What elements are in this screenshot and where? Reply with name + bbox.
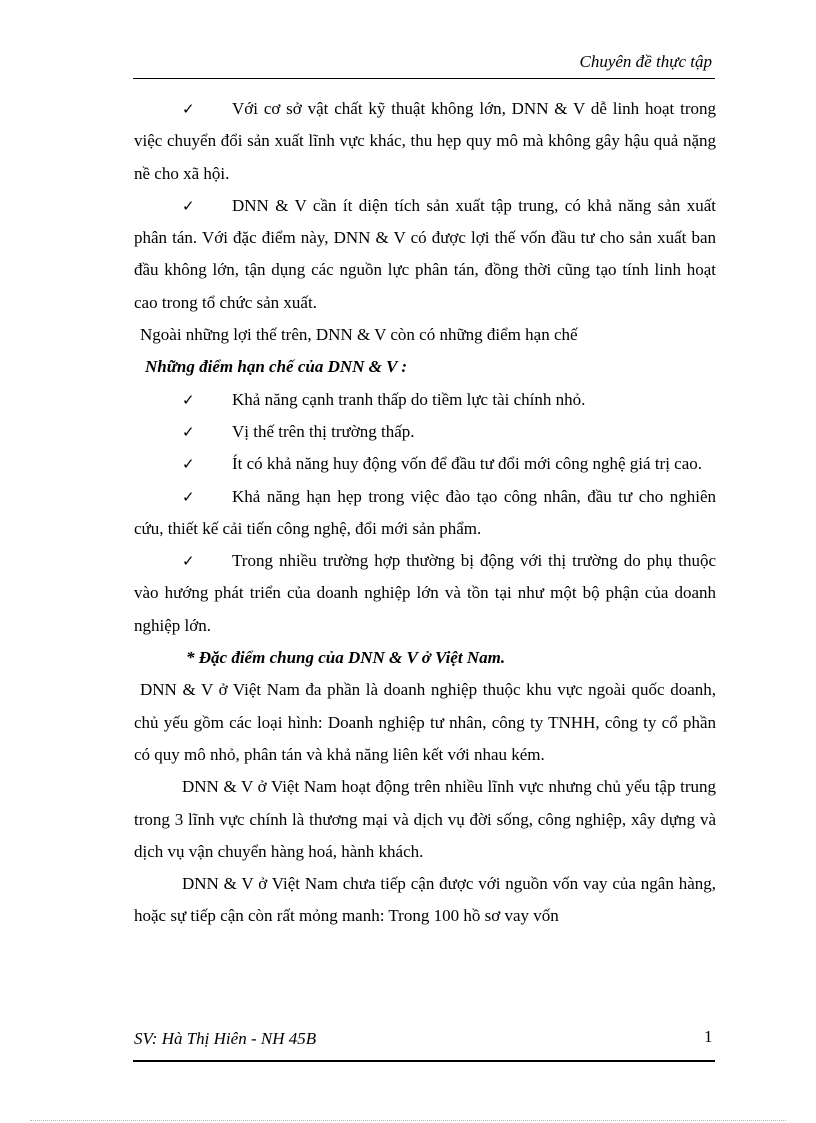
bullet-text: Trong nhiều trường hợp thường bị động với thị trường do phụ thuộc vào hướng phát triển của doanh nghiệp lớn và tồn tại như một bộ phận của doanh nghiệp lớn. <box>134 551 716 635</box>
bullet-paragraph <box>134 416 716 448</box>
bullet-paragraph <box>134 190 716 319</box>
bullet-text: Với cơ sở vật chất kỹ thuật không lớn, DNN & V dễ linh hoạt trong việc chuyển đổi sản xuất lĩnh vực khác, thu hẹp quy mô mà không gây hậu quả nặng nề cho xã hội. <box>134 99 716 183</box>
bullet-text: Khả năng cạnh tranh thấp do tiềm lực tài chính nhỏ. <box>232 389 586 409</box>
bullet-paragraph <box>134 93 716 190</box>
intro-paragraph: Ngoài những lợi thế trên, DNN & V còn có những điểm hạn chế <box>140 325 578 345</box>
bullet-text: Vị thế trên thị trường thấp. <box>232 421 415 441</box>
checkmark-icon: ✓ <box>182 100 195 118</box>
page-number: 1 <box>704 1027 713 1046</box>
checkmark-icon: ✓ <box>182 196 195 215</box>
checkmark-icon: ✓ <box>182 455 195 474</box>
checkmark-icon: ✓ <box>182 390 195 409</box>
page-edge-divider <box>30 1120 786 1121</box>
checkmark-icon: ✓ <box>182 487 195 506</box>
footer-author: SV: Hà Thị Hiên - NH 45B <box>134 1029 317 1048</box>
bullet-paragraph <box>134 384 716 416</box>
section-heading: * Đặc điểm chung của DNN & V ở Việt Nam. <box>186 648 506 668</box>
bullet-paragraph <box>134 545 716 642</box>
bullet-text: DNN & V cần ít diện tích sản xuất tập trung, có khả năng sản xuất phân tán. Với đặc điểm này, DNN & V có được lợi thế vốn đầu tư cho sản xuất ban đầu không lớn, tận dụng các nguồn lực phân tán, đồng thời cũng tạo tính linh hoạt cao trong tổ chức sản xuất. <box>134 195 716 312</box>
checkmark-icon: ✓ <box>182 422 195 441</box>
header-title: Chuyên đề thực tập <box>579 52 712 71</box>
body-paragraph: DNN & V ở Việt Nam đa phần là doanh nghiệp thuộc khu vực ngoài quốc doanh, chủ yếu gồm các loại hình: Doanh nghiệp tư nhân, công ty TNHH, công ty cổ phần có quy mô nhỏ, phân tán và khả năng liên kết với nhau kém. <box>134 680 716 764</box>
body-paragraph: DNN & V ở Việt Nam hoạt động trên nhiều lĩnh vực nhưng chủ yếu tập trung trong 3 lĩnh vực chính là thương mại và dịch vụ đời sống, công nghiệp, xây dựng và dịch vụ vận chuyển hàng hoá, hành khách. <box>134 777 716 861</box>
document-body <box>134 93 716 933</box>
bullet-text: Khả năng hạn hẹp trong việc đào tạo công nhân, đầu tư cho nghiên cứu, thiết kế cải tiến công nghệ, đổi mới sản phẩm. <box>134 486 716 538</box>
bullet-text: Ít có khả năng huy động vốn để đầu tư đổi mới công nghệ giá trị cao. <box>232 454 703 474</box>
section-heading: Những điểm hạn chế của DNN & V : <box>145 357 408 377</box>
bullet-paragraph <box>134 481 716 546</box>
footer-rule <box>133 1060 715 1062</box>
checkmark-icon: ✓ <box>182 552 195 571</box>
bullet-paragraph <box>134 448 716 480</box>
body-paragraph: DNN & V ở Việt Nam chưa tiếp cận được với nguồn vốn vay của ngân hàng, hoặc sự tiếp cận còn rất mỏng manh: Trong 100 hồ sơ vay vốn <box>134 874 716 926</box>
header-rule <box>133 78 715 79</box>
